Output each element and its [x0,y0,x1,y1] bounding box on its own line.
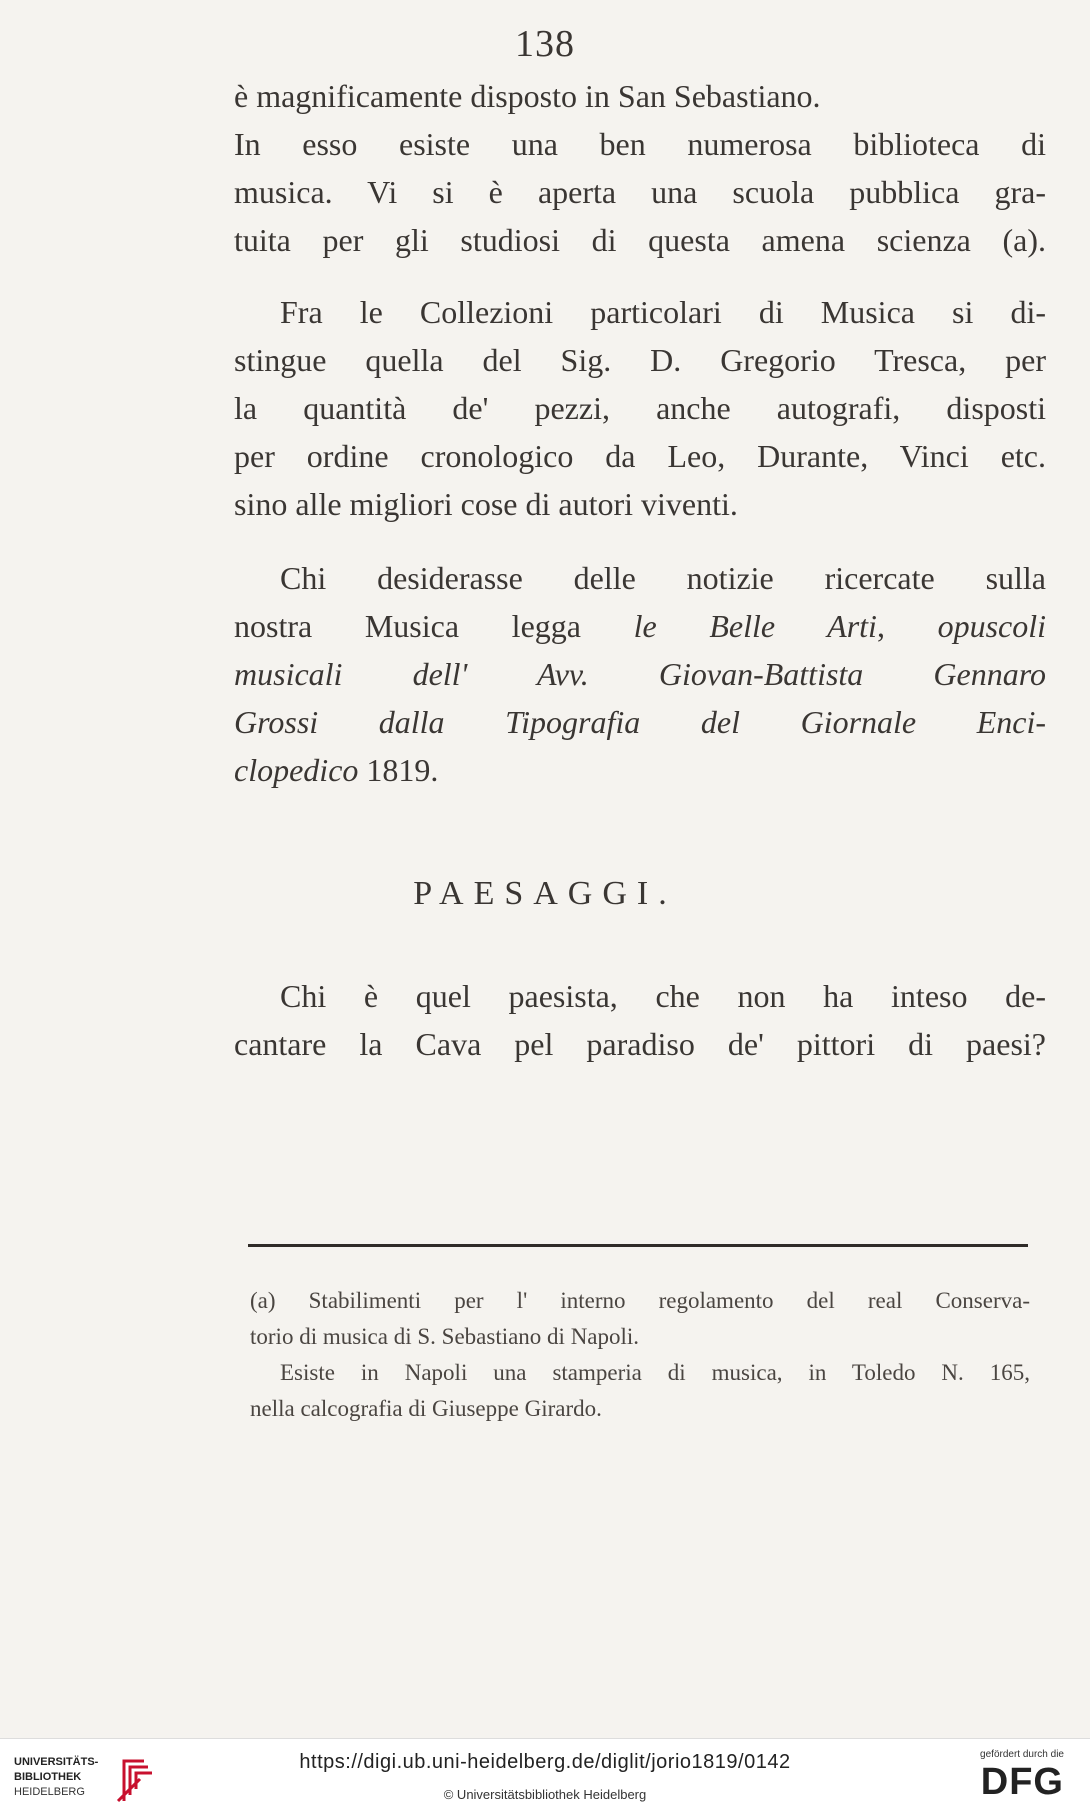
page-url-link[interactable]: https://digi.ub.uni-heidelberg.de/diglit/jorio1819/0142 [299,1751,791,1773]
paragraph-4 [234,972,1046,1068]
text-line: Fra le Collezioni particolari di Musica si di- [280,294,1046,330]
text-italic: opuscoli [937,608,1047,644]
text-line: Grossi dalla Tipografia del Giornale Enci- [234,704,1046,740]
text-line [234,602,1046,650]
footnote-line: Esiste in Napoli una stamperia di musica, in Toledo N. 165, [280,1360,1030,1385]
text-roman: 1819. [358,752,439,788]
dfg-logo-text: DFG [980,1761,1064,1803]
text-line: per ordine cronologico da Leo, Durante, Vinci etc. [234,438,1046,474]
footnote-line: nella calcografia di Giuseppe Girardo. [250,1396,602,1421]
page-number: 138 [515,23,575,65]
footnotes [250,1283,1030,1427]
paragraph-2 [234,288,1046,528]
text-line: la quantità de' pezzi, anche autografi, disposti [234,390,1046,426]
book-title: le Belle Arti [633,608,877,644]
library-line-1: UNIVERSITÄTS- [14,1756,99,1768]
text-line: musica. Vi si è aperta una scuola pubblica gra- [234,174,1046,210]
section-heading: PAESAGGI. [413,875,677,912]
text-line: Chi è quel paesista, che non ha inteso de- [280,978,1046,1014]
library-line-2: BIBLIOTHEK [14,1771,82,1783]
text-line: è magnificamente disposto in San Sebastiano. [234,78,821,114]
viewer-footer [0,1738,1090,1819]
text-line: cantare la Cava pel paradiso de' pittori di paesi? [234,1026,1046,1062]
footnote-line: (a) Stabilimenti per l' interno regolamento del real Conserva- [250,1288,1030,1313]
funder-note: gefördert durch die [980,1749,1064,1760]
text-line: stingue quella del Sig. D. Gregorio Tresca, per [234,342,1046,378]
text-line: Chi desiderasse delle notizie ricercate sulla [280,560,1046,596]
footnote-rule [248,1244,1028,1247]
footnote-line: torio di musica di S. Sebastiano di Napoli. [250,1324,640,1349]
text-line: musicali dell' Avv. Giovan-Battista Gennaro [234,656,1046,692]
text-line: tuita per gli studiosi di questa amena scienza (a). [234,222,1046,258]
text-roman: nostra Musica legga [234,608,634,644]
text-line: sino alle migliori cose di autori viventi. [234,486,738,522]
paragraph-1 [234,72,1046,264]
copyright-notice: © Universitätsbibliothek Heidelberg [443,1787,647,1802]
text-line: In esso esiste una ben numerosa biblioteca di [234,126,1046,162]
text-roman: , [876,608,938,644]
text-italic: clopedico [234,752,359,788]
funder-logo[interactable] [954,1749,1064,1809]
text-line [234,746,1046,794]
paragraph-3 [234,554,1046,794]
library-line-3: HEIDELBERG [14,1786,85,1798]
